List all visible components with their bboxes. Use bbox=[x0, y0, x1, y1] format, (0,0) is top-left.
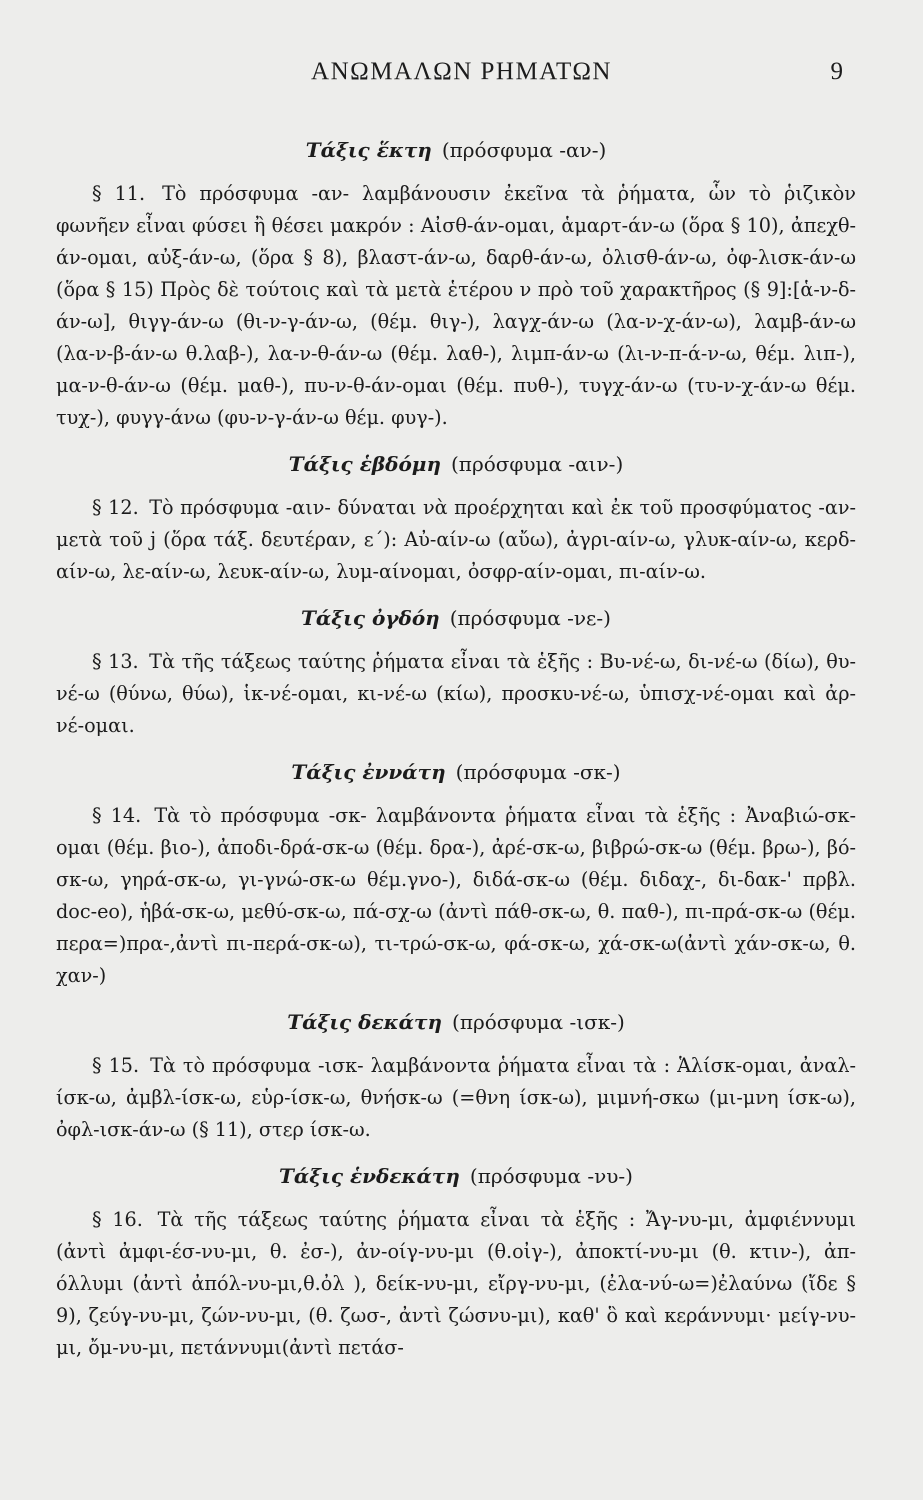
section-heading bbox=[56, 1006, 856, 1038]
section-title: Τάξις ἑνδεκάτη bbox=[279, 1164, 460, 1188]
paragraph bbox=[56, 800, 856, 992]
section-10 bbox=[56, 1006, 856, 1146]
paragraph-number: § 12. bbox=[92, 496, 139, 519]
paragraph-number: § 13. bbox=[92, 650, 139, 673]
section-6 bbox=[56, 134, 856, 434]
paragraph-text: Τὰ τῆς τάξεως ταύτης ῥήματα εἶναι τὰ ἑξῆς : Ἄγ-νυ-μι, ἀμφιέννυμι (ἀντὶ ἀμφι-έσ-νυ-μι, θ. ἐσ-), ἀν-οίγ-νυ-μι (θ.οἰγ-), ἀποκτί-νυ-μι (θ. κτιν-), ἀπ-όλλυμι (ἀντὶ ἀπόλ-νυ-μι,θ.ὀλ ), δείκ-νυ-μι, εἴργ-νυ-μι, (ἐλα-νύ-ω=)ἐλαύνω (ἴδε § 9), ζεύγ-νυ-μι, ζών-νυ-μι, (θ. ζωσ-, ἀντὶ ζώσνυ-μι), καθ' ὃ καὶ κεράννυμι· μείγ-νυ-μι, ὄμ-νυ-μι, πετάννυμι(ἀντὶ πετάσ- bbox=[56, 1208, 856, 1359]
paragraph-text: Τὸ πρόσφυμα -αν- λαμβάνουσιν ἐκεῖνα τὰ ῥήματα, ὧν τὸ ῥιζικὸν φωνῆεν εἶναι φύσει ἢ θέσει μακρόν : Αἰσθ-άν-ομαι, ἁμαρτ-άν-ω (ὅρα § 10), ἀπεχθ-άν-ομαι, αὐξ-άν-ω, (ὅρα § 8), βλαστ-άν-ω, δαρθ-άν-ω, ὀλισθ-άν-ω, ὀφ-λισκ-άν-ω (ὅρα § 15) Πρὸς δὲ τούτοις καὶ τὰ μετὰ ἑτέρου ν πρὸ τοῦ χαρακτῆρος (§ 9]:[ἁ-ν-δ-άν-ω], θιγγ-άν-ω (θι-ν-γ-άν-ω, (θέμ. θιγ-), λαγχ-άν-ω (λα-ν-χ-άν-ω), λαμβ-άν-ω (λα-ν-β-άν-ω θ.λαβ-), λα-ν-θ-άν-ω (θέμ. λαθ-), λιμπ-άν-ω (λι-ν-π-ά-ν-ω, θέμ. λιπ-), μα-ν-θ-άν-ω (θέμ. μαθ-), πυ-ν-θ-άν-ομαι (θέμ. πυθ-), τυγχ-άν-ω (τυ-ν-χ-άν-ω θέμ. τυχ-), φυγγ-άνω (φυ-ν-γ-άν-ω θέμ. φυγ-). bbox=[56, 182, 856, 429]
paragraph-text: Τὸ πρόσφυμα -αιν- δύναται νὰ προέρχηται καὶ ἐκ τοῦ προσφύματος -αν- μετὰ τοῦ j (ὅρα τάξ. δευτέραν, ε΄): Αὐ-αίν-ω (αὔω), ἀγρι-αίν-ω, γλυκ-αίν-ω, κερδ-αίν-ω, λε-αίν-ω, λευκ-αίν-ω, λυμ-αίνομαι, ὀσφρ-αίν-ομαι, πι-αίν-ω. bbox=[56, 496, 856, 583]
section-heading bbox=[56, 448, 856, 480]
section-title: Τάξις δεκάτη bbox=[287, 1010, 443, 1034]
section-suffix: (πρόσφυμα -αιν-) bbox=[451, 452, 624, 476]
section-heading bbox=[56, 602, 856, 634]
section-8 bbox=[56, 602, 856, 742]
paragraph-text: Τὰ τὸ πρόσφυμα -σκ- λαμβάνοντα ῥήματα εἶναι τὰ ἑξῆς : Ἀναβιώ-σκ-ομαι (θέμ. βιο-), ἀποδι-δρά-σκ-ω (θέμ. δρα-), ἀρέ-σκ-ω, βιβρώ-σκ-ω (θέμ. βρω-), βό-σκ-ω, γηρά-σκ-ω, γι-γνώ-σκ-ω θέμ.γνο-), διδά-σκ-ω (θέμ. διδαχ-, δι-δακ-' πρβλ. doc-eo), ἡβά-σκ-ω, μεθύ-σκ-ω, πά-σχ-ω (ἀντὶ πάθ-σκ-ω, θ. παθ-), πι-πρά-σκ-ω (θέμ. περα=)πρα-,ἀντὶ πι-περά-σκ-ω), τι-τρώ-σκ-ω, φά-σκ-ω, χά-σκ-ω(ἀντὶ χάν-σκ-ω, θ. χαν-) bbox=[56, 804, 856, 987]
paragraph bbox=[56, 1050, 856, 1146]
paragraph-text: Τὰ τὸ πρόσφυμα -ισκ- λαμβάνοντα ῥήματα εἶναι τὰ : Ἁλίσκ-ομαι, ἀναλ-ίσκ-ω, ἀμβλ-ίσκ-ω, εὑρ-ίσκ-ω, θνήσκ-ω (=θνη ίσκ-ω), μιμνή-σκω (μι-μνη ίσκ-ω), ὀφλ-ισκ-άν-ω (§ 11), στερ ίσκ-ω. bbox=[56, 1054, 856, 1141]
paragraph-number: § 11. bbox=[92, 182, 146, 205]
section-title: Τάξις ἐννάτη bbox=[291, 760, 446, 784]
section-title: Τάξις ἑβδόμη bbox=[288, 452, 441, 476]
section-heading bbox=[56, 1160, 856, 1192]
running-head bbox=[60, 58, 863, 98]
section-title: Τάξις ἕκτη bbox=[305, 138, 432, 162]
section-7 bbox=[56, 448, 856, 588]
section-11 bbox=[56, 1160, 856, 1364]
paragraph bbox=[56, 646, 856, 742]
section-suffix: (πρόσφυμα -ισκ-) bbox=[452, 1010, 625, 1034]
paragraph bbox=[56, 1204, 856, 1364]
section-9 bbox=[56, 756, 856, 992]
section-suffix: (πρόσφυμα -αν-) bbox=[441, 138, 607, 162]
section-suffix: (πρόσφυμα -νυ-) bbox=[469, 1164, 633, 1188]
body-text bbox=[56, 120, 856, 1370]
section-heading bbox=[56, 134, 856, 166]
section-heading bbox=[56, 756, 856, 788]
paragraph-number: § 15. bbox=[92, 1054, 140, 1077]
paragraph bbox=[56, 178, 856, 434]
paragraph-number: § 14. bbox=[92, 804, 142, 827]
section-suffix: (πρόσφυμα -σκ-) bbox=[455, 760, 621, 784]
page-number: 9 bbox=[830, 58, 843, 85]
running-title: ΑΝΩΜΑΛΩΝ ΡΗΜΑΤΩΝ bbox=[311, 58, 612, 85]
paragraph-text: Τὰ τῆς τάξεως ταύτης ῥήματα εἶναι τὰ ἑξῆς : Βυ-νέ-ω, δι-νέ-ω (δίω), θυ-νέ-ω (θύνω, θύω), ἱκ-νέ-ομαι, κι-νέ-ω (κίω), προσκυ-νέ-ω, ὑπισχ-νέ-ομαι καὶ ἀρ-νέ-ομαι. bbox=[56, 650, 856, 737]
section-title: Τάξις ὀγδόη bbox=[301, 606, 440, 630]
paragraph-number: § 16. bbox=[92, 1208, 143, 1231]
section-suffix: (πρόσφυμα -νε-) bbox=[449, 606, 611, 630]
paragraph bbox=[56, 492, 856, 588]
